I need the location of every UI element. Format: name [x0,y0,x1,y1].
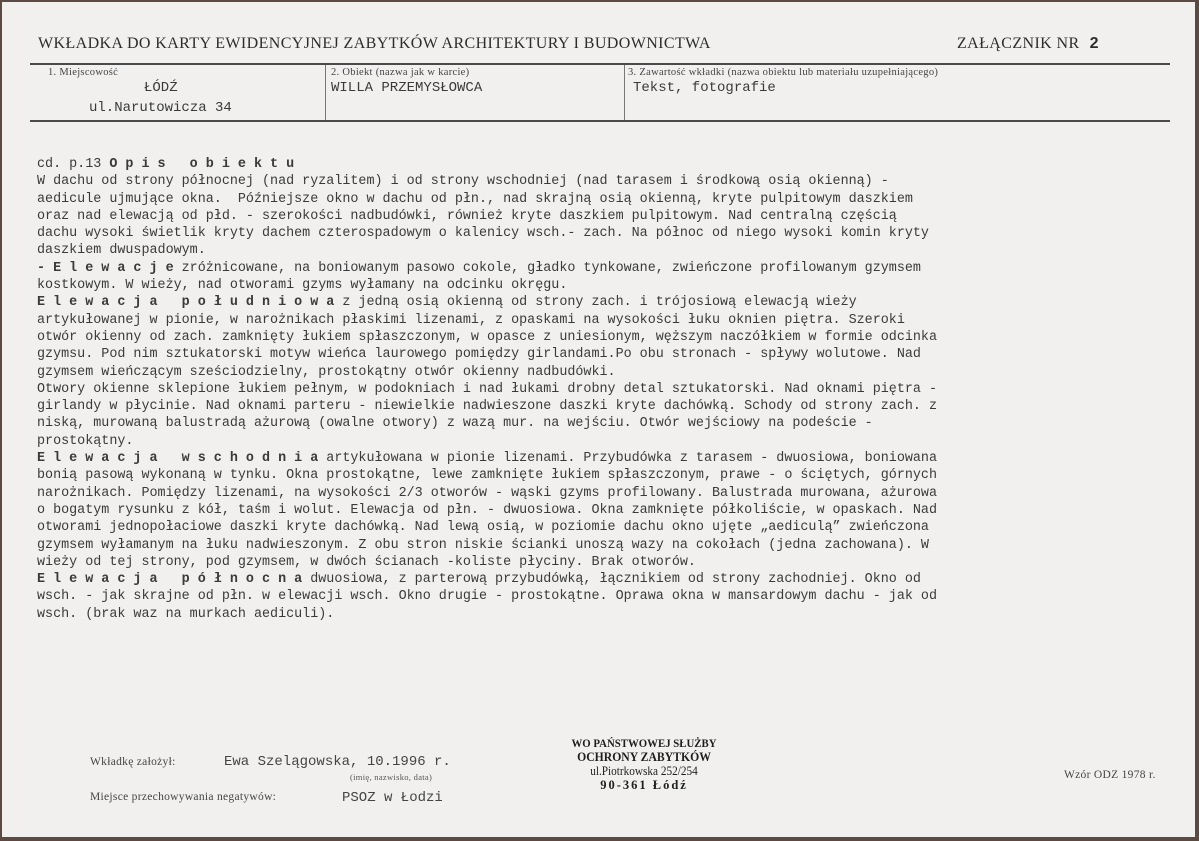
object-name: WILLA PRZEMYSŁOWCA [331,80,483,96]
object-description [37,156,1187,623]
text-line: z jedną osią okienną od strony zach. i trójosiową elewacją wieży [334,295,857,311]
section-heading-north: E l e w a c j a p ó ł n o c n a [37,572,303,588]
section-heading-south: E l e w a c j a p o ł u d n i o w a [37,295,335,311]
section-heading-description: O p i s o b i e k t u [109,157,295,172]
text-line: gzymsu. Pod nim sztukatorski motyw wieńca laurowego pomiędzy girlandami.Po obu stronach - spływy wolutowe. Nad [37,347,921,363]
text-line: prostokątny. [37,433,134,449]
text-line: dachu wysoki świetlik kryty dachem czterospadowym o kalenicy wsch.- zach. Na północ od niego wysoki komin kryty [37,226,929,242]
document-title: WKŁADKA DO KARTY EWIDENCYJNEJ ZABYTKÓW ARCHITEKTURY I BUDOWNICTWA [38,35,711,52]
form-pattern-label: Wzór ODZ 1978 r. [1064,769,1156,781]
text-line: bonią pasową wykonaną w tynku. Okna prostokątne, lewe zamknięte łukiem spłaszczonym, prawe - o ściętych, górnych [37,468,937,484]
text-line: otworami jednopołaciowe daszki kryte dachówką. Nad lewą osią, w poziomie dachu okno ujęte „aediculą” zwieńczona [37,520,929,536]
text-line: otwór okienny od zach. zamknięty łukiem spłaszczonym, w opasce z uniesionym, węższym naczółkiem w formie odcinka [37,329,937,345]
text-line: gzymsem wieńczącym sześciodzielny, prostokątny otwór okienny nadbudówki. [37,364,616,380]
author-value: Ewa Szelągowska, 10.1996 r. [224,754,451,770]
intro-prefix: cd. p.13 [37,157,110,172]
section-heading-elevations: - E l e w a c j e [37,260,174,276]
text-line: girlandy w płycinie. Nad oknami parteru - niewielkie nadwieszone daszki kryte dachówką. Schody od strony zach. z [37,399,937,415]
header-divider-bottom [30,120,1170,122]
annex-value: 2 [1089,35,1099,52]
field-divider-1 [325,65,326,120]
text-line: artykułowanej w pionie, w narożnikach płaskimi lizenami, z opaskami na wysokości łuku oknien piętra. Szeroki [37,312,905,328]
author-hint: (imię, nazwisko, data) [350,772,433,782]
negatives-value: PSOZ w Łodzi [342,790,443,806]
stamp-line-2: OCHRONY ZABYTKÓW [577,749,711,764]
section-heading-east: E l e w a c j a w s c h o d n i a [37,451,319,467]
stamp-line-3: ul.Piotrkowska 252/254 [590,764,698,778]
stamp-line-1: WO PAŃSTWOWEJ SŁUŻBY [571,736,717,750]
office-stamp [554,736,734,792]
contents-label: 3. Zawartość wkładki (nazwa obiektu lub materiału uzupełniającego) [628,67,939,78]
text-line: kostkowym. W wieży, nad otworami gzyms wyłamany na odcinku okręgu. [37,278,568,294]
annex-label: ZAŁĄCZNIK NR [957,35,1080,52]
text-line: narożnikach. Pomiędzy lizenami, na wysokości 2/3 otworów - wąski gzyms profilowany. Balustrada murowana, ażurowa [37,485,937,501]
text-line: daszkiem dwuspadowym. [37,243,206,259]
document-sheet [2,2,1195,837]
stamp-line-4: 90-361 Łódź [600,778,688,792]
text-line: zróżnicowane, na boniowanym pasowo cokole, gładko tynkowane, zwieńczone profilowanym gzymsem [173,260,921,276]
header-divider-top [30,63,1170,65]
locality-label: 1. Miejscowość [48,67,119,78]
contents-value: Tekst, fotografie [633,80,776,96]
text-line: dwuosiowa, z parterową przybudówką, łącznikiem od strony zachodniej. Okno od [302,572,921,588]
text-line: artykułowana w pionie lizenami. Przybudówka z tarasem - dwuosiowa, boniowana [318,451,937,467]
text-line: aedicule ujmujące okna. Późniejsze okno w dachu od płn., nad skrajną osią okienną, kryte pulpitowym daszkiem [37,191,913,207]
field-divider-2 [624,65,625,120]
text-line: W dachu od strony północnej (nad ryzalitem) i od strony wschodniej (nad tarasem i środkową osią okienną) - [37,174,889,190]
text-line: gzymsem wyłamanym na łuku nadwieszonym. Z obu stron niskie ścianki unoszą wazy na cokołach (jedna zachowana). W [37,537,929,553]
text-line: wieży od tej strony, pod gzymsem, w dwóch ścianach -koliste płyciny. Brak otworów. [37,554,696,570]
text-line: oraz nad elewacją od płd. - szerokości nadbudówki, również kryte daszkiem pulpitowym. Nad centralną częścią [37,208,897,224]
annex-number [957,35,1099,53]
text-line: Otwory okienne sklepione łukiem pełnym, w podokniach i nad łukami drobny detal sztukatorski. Nad oknami piętra - [37,381,937,397]
locality-address: ul.Narutowicza 34 [89,100,232,116]
text-line: wsch. (brak waz na murkach aediculi). [37,606,335,622]
author-label: Wkładkę założył: [90,756,176,768]
text-line: wsch. - jak skrajne od płn. w elewacji wsch. Okno drugie - prostokątne. Oprawa okna w mansardowym dachu - jak od [37,589,937,605]
object-label: 2. Obiekt (nazwa jak w karcie) [331,67,470,78]
locality-city: ŁÓDŹ [144,80,178,96]
negatives-label: Miejsce przechowywania negatywów: [90,791,277,803]
text-line: o bogatym rysunku z kół, taśm i wolut. Elewacja od płn. - dwuosiowa. Okna zamknięte półkoliście, w opaskach. Nad [37,502,937,518]
text-line: niską, murowaną balustradą ażurową (owalne otwory) z wazą mur. na wejściu. Otwór wejściowy na podeście - [37,416,873,432]
